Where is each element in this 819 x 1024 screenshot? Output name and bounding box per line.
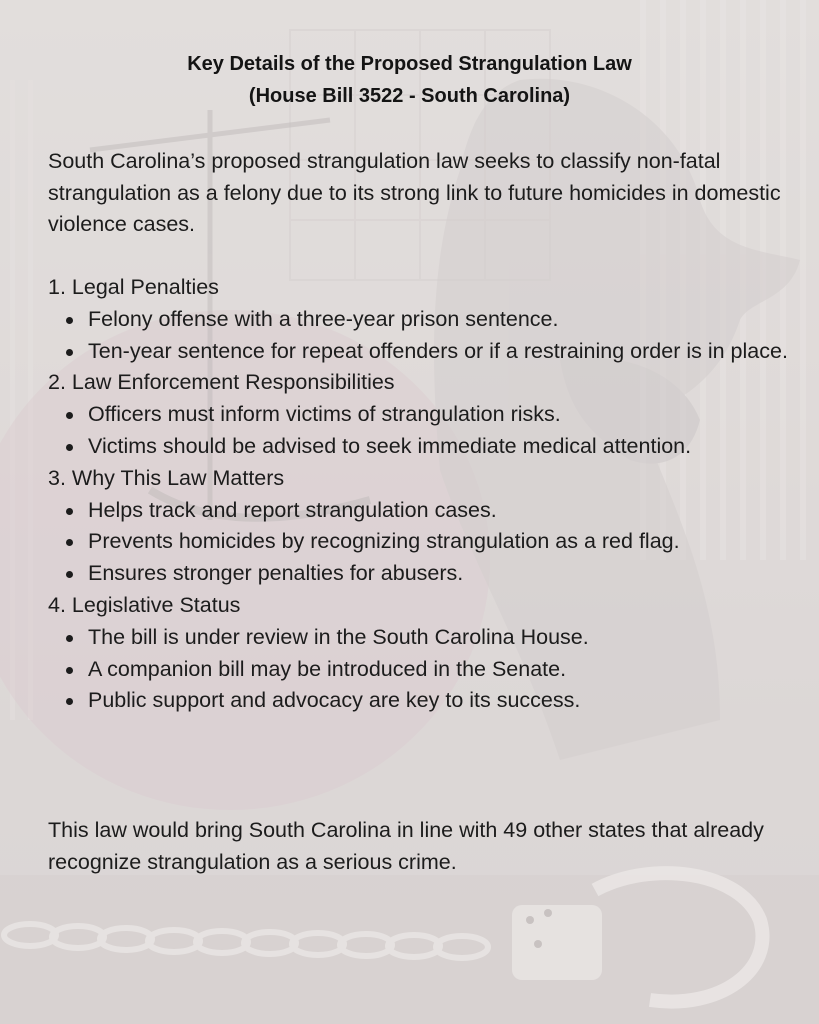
bullet-text: Helps track and report strangulation cases. bbox=[88, 497, 497, 522]
bullet-text: Officers must inform victims of strangulation risks. bbox=[88, 402, 561, 427]
bullet-item bbox=[48, 685, 808, 717]
bullet-text: Ensures stronger penalties for abusers. bbox=[88, 561, 464, 586]
section-heading: 3. Why This Law Matters bbox=[48, 465, 285, 490]
section-heading: 1. Legal Penalties bbox=[48, 275, 219, 299]
bullet-item bbox=[48, 495, 808, 527]
bullet-item bbox=[48, 526, 808, 558]
bullet-item bbox=[48, 336, 808, 368]
bullet-dot bbox=[66, 317, 73, 324]
bullet-dot bbox=[66, 349, 73, 356]
bullet-item bbox=[48, 654, 808, 686]
bullet-dot bbox=[66, 444, 73, 451]
bullet-dot bbox=[66, 698, 73, 705]
bullet-item bbox=[48, 304, 808, 336]
bullet-item bbox=[48, 622, 808, 654]
bullet-text: Public support and advocacy are key to its success. bbox=[88, 688, 581, 713]
bullet-text: Ten-year sentence for repeat offenders or if a restraining order is in place. bbox=[88, 338, 788, 363]
bullet-text: A companion bill may be introduced in the Senate. bbox=[88, 656, 567, 681]
bullet-dot bbox=[66, 635, 73, 642]
bullet-dot bbox=[66, 412, 73, 419]
bullet-item bbox=[48, 399, 808, 431]
bullet-dot bbox=[66, 571, 73, 578]
bullet-dot bbox=[66, 667, 73, 674]
bullet-text: Prevents homicides by recognizing strangulation as a red flag. bbox=[88, 529, 680, 554]
bullet-item bbox=[48, 431, 808, 463]
bullet-dot bbox=[66, 508, 73, 515]
bullet-item bbox=[48, 558, 808, 590]
bullet-dot bbox=[66, 539, 73, 546]
section-heading: 4. Legislative Status bbox=[48, 592, 241, 617]
bullet-text: Victims should be advised to seek immediate medical attention. bbox=[88, 433, 692, 458]
page-title: Key Details of the Proposed Strangulation Law bbox=[187, 53, 632, 75]
closing-paragraph: This law would bring South Carolina in line with 49 other states that already recognize strangulation as a serious crime. bbox=[48, 818, 764, 874]
page-subtitle: (House Bill 3522 - South Carolina) bbox=[248, 85, 571, 107]
sections-list bbox=[48, 272, 808, 717]
intro-paragraph: South Carolina’s proposed strangulation law seeks to classify non-fatal strangulation as a felony due to its strong link to future homicides in domestic violence cases. bbox=[48, 149, 781, 236]
bullet-text: The bill is under review in the South Carolina House. bbox=[88, 624, 589, 649]
section-heading: 2. Law Enforcement Responsibilities bbox=[48, 370, 395, 395]
bullet-text: Felony offense with a three-year prison sentence. bbox=[88, 306, 559, 331]
